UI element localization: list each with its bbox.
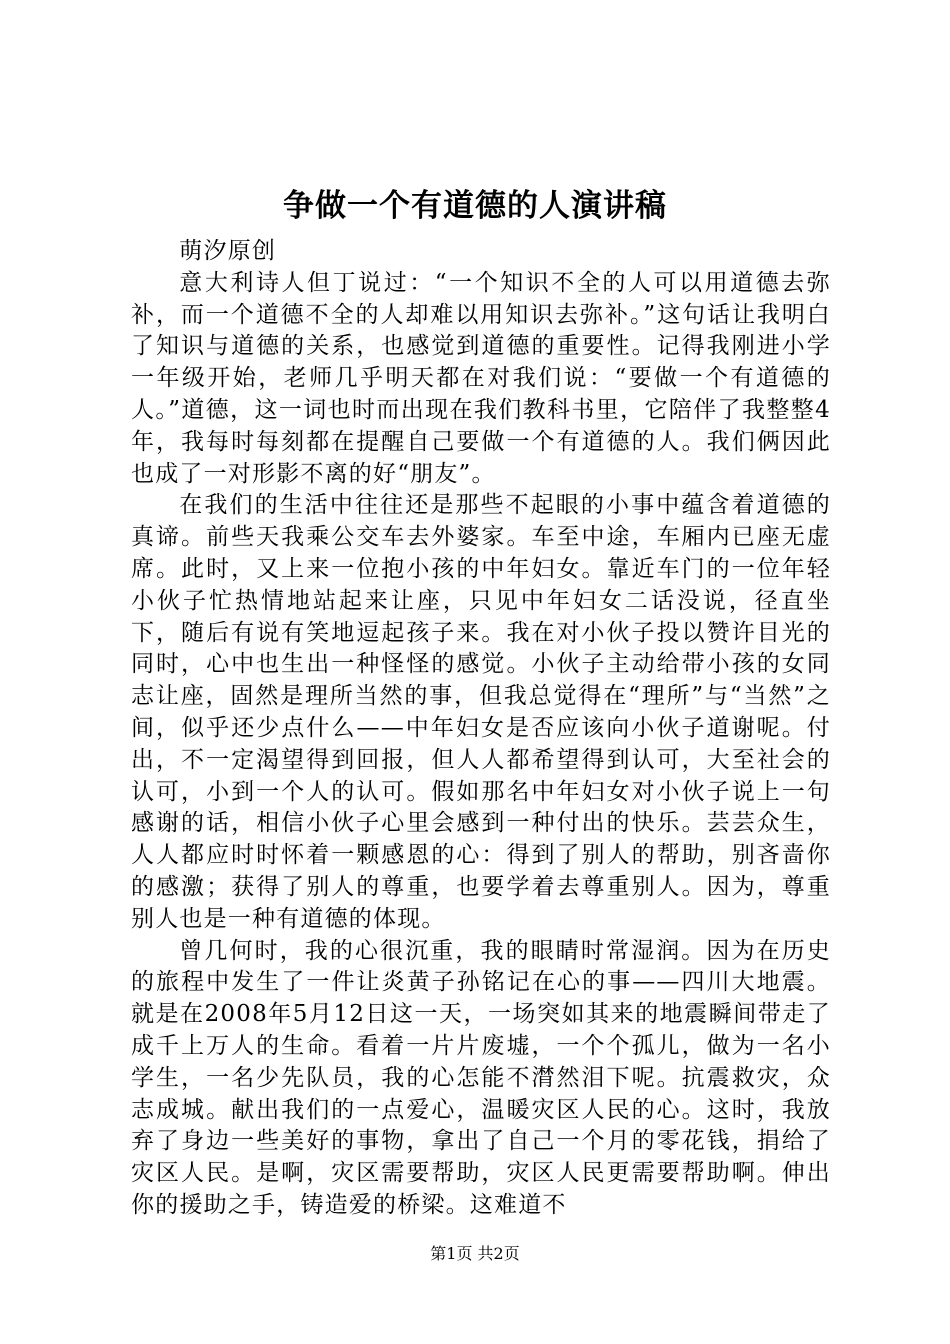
paragraph-1: 意大利诗人但丁说过：“一个知识不全的人可以用道德去弥补，而一个道德不全的人却难以用知识去弥补。”这句话让我明白了知识与道德的关系，也感觉到道德的重要性。记得我刚进小学一年级开始，老师几乎明天都在对我们说：“要做一个有道德的人。”道德，这一词也时而出现在我们教科书里，它陪伴了我整整4年，我每时每刻都在提醒自己要做一个有道德的人。我们俩因此也成了一对形影不离的好“朋友”。: [131, 269, 831, 487]
page-footer: 第1页 共2页: [430, 1244, 520, 1263]
document-body: [131, 236, 831, 1222]
page-title: 争做一个有道德的人演讲稿: [283, 188, 667, 224]
paragraph-3: 曾几何时，我的心很沉重，我的眼睛时常湿润。因为在历史的旅程中发生了一件让炎黄子孙铭记在心的事——四川大地震。就是在2008年5月12日这一天，一场突如其来的地震瞬间带走了成千上万人的生命。看着一片片废墟，一个个孤儿，做为一名小学生，一名少先队员，我的心怎能不潸然泪下呢。抗震救灾，众志成城。献出我们的一点爱心，温暖灾区人民的心。这时，我放弃了身边一些美好的事物，拿出了自己一个月的零花钱，捐给了灾区人民。是啊，灾区需要帮助，灾区人民更需要帮助啊。伸出你的援助之手，铸造爱的桥梁。这难道不: [131, 937, 831, 1218]
author-line: 萌汐原创: [179, 238, 277, 264]
paragraph-2: 在我们的生活中往往还是那些不起眼的小事中蕴含着道德的真谛。前些天我乘公交车去外婆家。车至中途，车厢内已座无虚席。此时，又上来一位抱小孩的中年妇女。靠近车门的一位年轻小伙子忙热情地站起来让座，只见中年妇女二话没说，径直坐下，随后有说有笑地逗起孩子来。我在对小伙子投以赞许目光的同时，心中也生出一种怪怪的感觉。小伙子主动给带小孩的女同志让座，固然是理所当然的事，但我总觉得在“理所”与“当然”之间，似乎还少点什么——中年妇女是否应该向小伙子道谢呢。付出，不一定渴望得到回报，但人人都希望得到认可，大至社会的认可，小到一个人的认可。假如那名中年妇女对小伙子说上一句感谢的话，相信小伙子心里会感到一种付出的快乐。芸芸众生，人人都应时时怀着一颗感恩的心：得到了别人的帮助，别吝啬你的感激；获得了别人的尊重，也要学着去尊重别人。因为，尊重别人也是一种有道德的体现。: [131, 492, 831, 932]
